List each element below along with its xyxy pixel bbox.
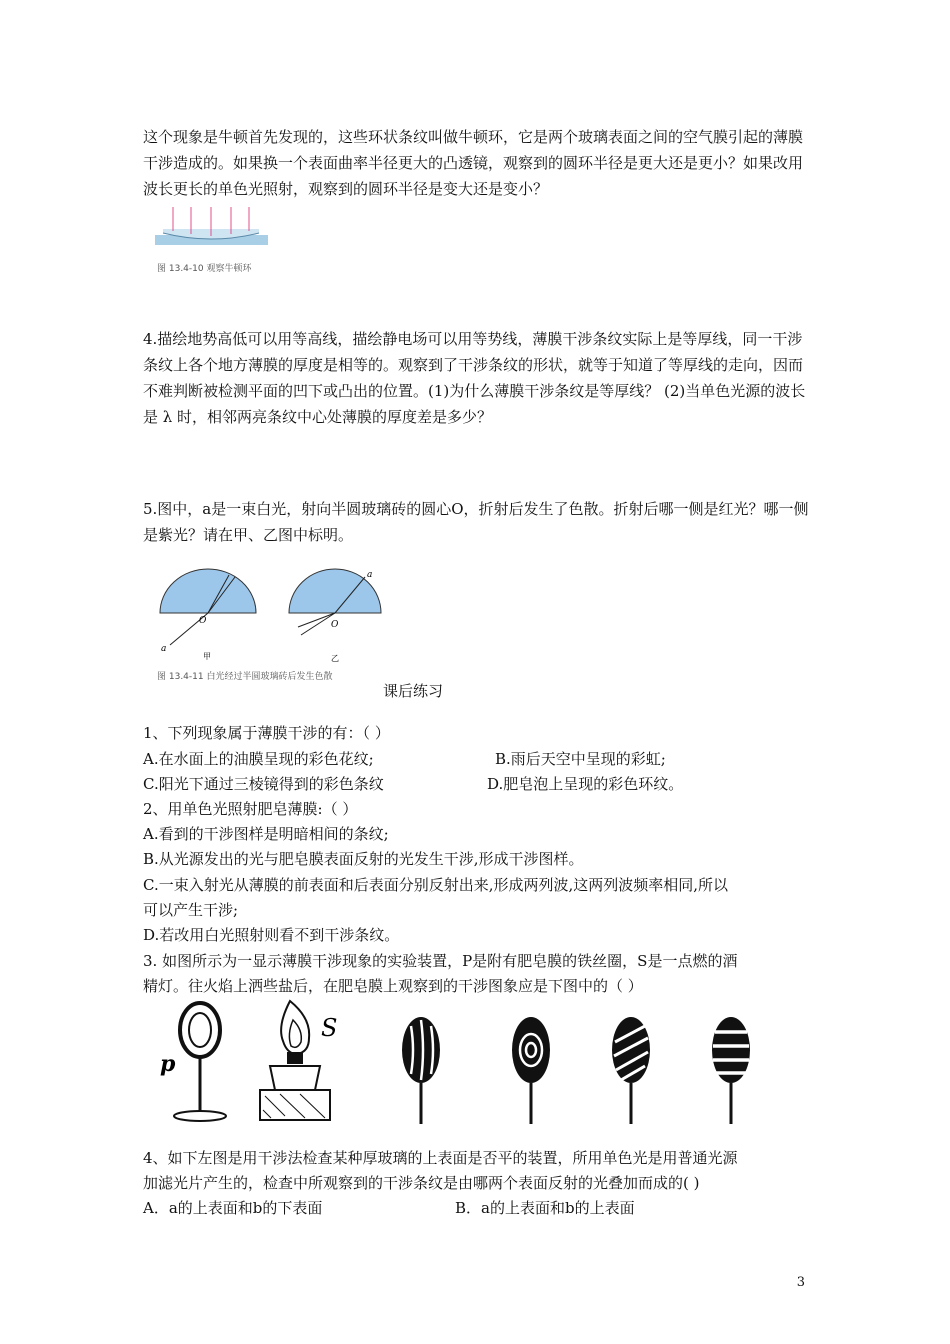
ex4-line2: 加滤光片产生的，检查中所观察到的干涉条纹是由哪两个表面反射的光叠加而成的( ) — [143, 1174, 700, 1192]
label-p: p — [160, 1051, 176, 1077]
ex2-option-d: D.若改用白光照射则看不到干涉条纹。 — [143, 926, 400, 944]
ex2-stem: 2、用单色光照射肥皂薄膜:（ ） — [143, 800, 358, 818]
newton-ring-figure — [155, 205, 270, 275]
soap-film-apparatus — [155, 996, 795, 1131]
ex1-stem: 1、下列现象属于薄膜干涉的有：（ ） — [143, 724, 390, 742]
label-yi: 乙 — [331, 654, 339, 663]
ex3-line1: 3. 如图所示为一显示薄膜干涉现象的实验装置，P是附有肥皂膜的铁丝圈，S是一点燃的酒 — [143, 952, 738, 970]
ex2-option-c-line2: 可以产生干涉; — [143, 901, 239, 919]
ex2-option-c-line1: C.一束入射光从薄膜的前表面和后表面分别反射出来,形成两列波,这两列波频率相同,所以 — [143, 876, 729, 894]
pattern-option-4[interactable] — [712, 1017, 750, 1124]
page-number: 3 — [796, 1275, 805, 1290]
ex1-option-c: C.阳光下通过三棱镜得到的彩色条纹 — [143, 775, 384, 793]
ex3-line2: 精灯。往火焰上洒些盐后，在肥皂膜上观察到的干涉图象应是下图中的（ ） — [143, 977, 643, 995]
apparatus-diagram — [155, 996, 795, 1131]
ex4-option-b: B．a的上表面和b的上表面 — [455, 1199, 635, 1217]
ex1-option-d: D.肥皂泡上呈现的彩色环纹。 — [487, 775, 684, 793]
label-jia: 甲 — [203, 652, 211, 661]
label-o-jia: O — [199, 616, 207, 626]
newton-ring-caption: 图 13.4-10 观察牛顿环 — [157, 264, 252, 274]
label-s: S — [321, 1014, 338, 1042]
label-o-yi: O — [331, 620, 339, 630]
pattern-option-2[interactable] — [512, 1017, 550, 1124]
ex2-option-b: B.从光源发出的光与肥皂膜表面反射的光发生干涉,形成干涉图样。 — [143, 850, 584, 868]
label-a-jia: a — [161, 644, 167, 654]
ex4-option-a: A．a的上表面和b的下表面 — [143, 1199, 323, 1217]
dispersion-figure — [155, 565, 390, 685]
newton-ring-diagram — [155, 205, 270, 253]
section-title: 课后练习 — [383, 682, 444, 700]
ex1-option-a: A.在水面上的油膜呈现的彩色花纹; — [143, 750, 374, 768]
pattern-option-1[interactable] — [402, 1017, 440, 1124]
pattern-option-3[interactable] — [612, 1017, 650, 1124]
dispersion-question: 5.图中，a是一束白光，射向半圆玻璃砖的圆心O，折射后发生了色散。折射后哪一侧是红光？哪一侧是紫光？请在甲、乙图中标明。 — [143, 500, 809, 544]
ex1-option-b: B.雨后天空中呈现的彩虹; — [495, 750, 666, 768]
dispersion-caption: 图 13.4-11 白光经过半圆玻璃砖后发生色散 — [157, 672, 333, 682]
semicircle-diagrams — [155, 565, 390, 675]
ex2-option-a: A.看到的干涉图样是明暗相间的条纹; — [143, 825, 389, 843]
contour-question: 4.描绘地势高低可以用等高线，描绘静电场可以用等势线，薄膜干涉条纹实际上是等厚线，同一干涉条纹上各个地方薄膜的厚度是相等的。观察到了干涉条纹的形状，就等于知道了等厚线的走向，因而不难判断被检测平面的凹下或凸出的位置。(1)为什么薄膜干涉条纹是等厚线？ (2)当单色光源的波长是 λ 时，相邻两亮条纹中心处薄膜的厚度差是多少？ — [143, 330, 806, 426]
label-a-yi: a — [367, 570, 373, 580]
ex4-line1: 4、如下左图是用干涉法检查某种厚玻璃的上表面是否平的装置，所用单色光是用普通光源 — [143, 1149, 738, 1167]
newton-ring-question: 这个现象是牛顿首先发现的，这些环状条纹叫做牛顿环，它是两个玻璃表面之间的空气膜引起的薄膜干涉造成的。如果换一个表面曲率半径更大的凸透镜，观察到的圆环半径是更大还是更小？如果改用波长更长的单色光照射，观察到的圆环半径是变大还是变小？ — [143, 128, 804, 198]
